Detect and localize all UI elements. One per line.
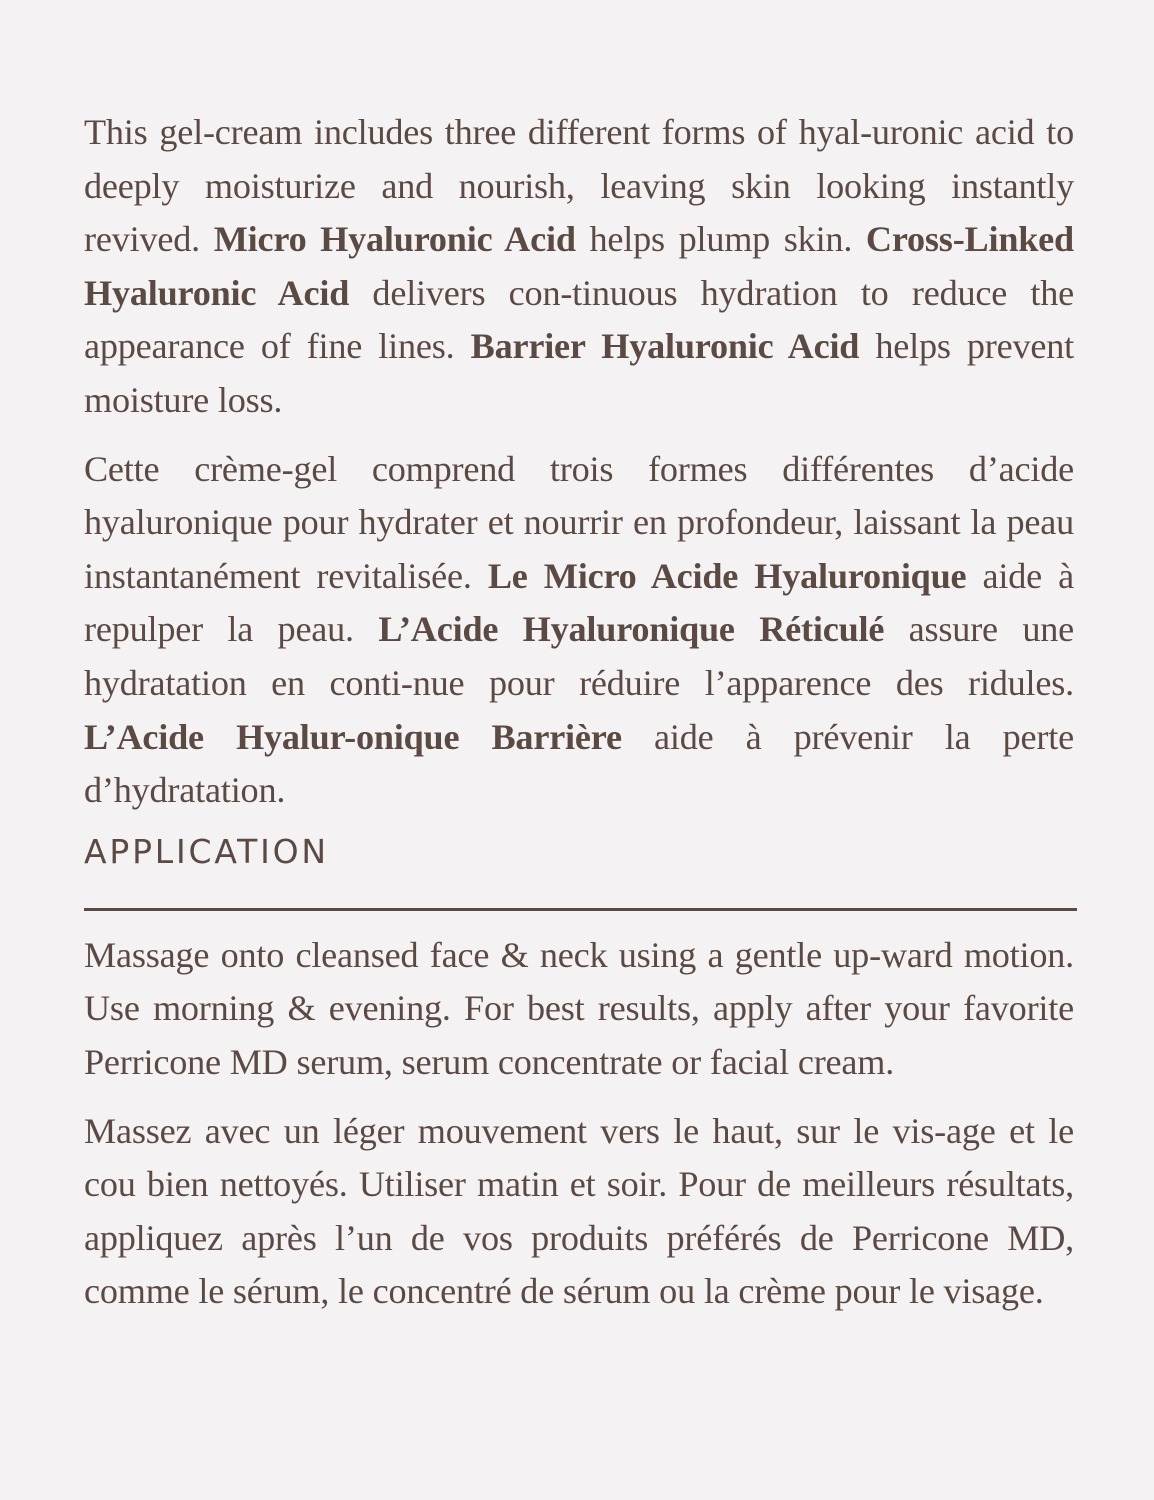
description-french — [84, 443, 1074, 818]
description-en-text-4: helps prevent moisture loss. — [84, 326, 1074, 420]
spacer — [84, 428, 1074, 443]
spacer — [84, 1090, 1074, 1105]
description-en-bold-2: Cross-Linked Hyaluronic Acid — [84, 219, 1074, 313]
description-fr-bold-3: L’Acide Hyalur-onique Barrière — [84, 716, 622, 757]
description-en-text-3: delivers con-tinuous hydration to reduce the appearance of fine lines. — [84, 272, 1075, 367]
description-en-bold-3: Barrier Hyaluronic Acid — [470, 326, 860, 367]
description-english — [84, 106, 1074, 428]
application-text-french: Massez avec un léger mouvement vers le haut, sur le vis-age et le cou bien nettoyés. Utiliser matin et soir. Pour de meilleurs résultats, appliquez après l’un de vos produits préférés de Perricone MD, comme le sérum, le concentré de sérum ou la crème pour le visage. — [84, 1110, 1074, 1312]
description-en-text-2: helps plump skin. — [575, 219, 866, 260]
description-fr-text-1: Cette crème-gel comprend trois formes différentes d’acide hyaluronique pour hydrater et nourrir en profondeur, laissant la peau instantanément revitalisée. — [84, 448, 1074, 596]
description-fr-text-4: aide à prévenir la perte d’hydratation. — [84, 716, 1074, 811]
description-fr-bold-2: L’Acide Hyaluronique Réticulé — [378, 609, 885, 650]
section-divider — [84, 908, 1077, 911]
application-heading: APPLICATION — [84, 831, 329, 871]
description-en-text-1: This gel-cream includes three different forms of hyal-uronic acid to deeply moisturize and nourish, leaving skin looking instantly revived. — [84, 112, 1074, 260]
description-en-bold-1: Micro Hyaluronic Acid — [213, 219, 576, 260]
description-fr-text-3: assure une hydratation en conti-nue pour réduire l’apparence des ridules. — [84, 609, 1074, 703]
description-fr-bold-1: Le Micro Acide Hyaluronique — [487, 555, 967, 596]
description-fr-text-2: aide à repulper la peau. — [84, 555, 1074, 650]
application-text-english: Massage onto cleansed face & neck using a gentle up-ward motion. Use morning & evening. For best results, apply after your favorite Perricone MD serum, serum concentrate or facial cream. — [84, 934, 1074, 1082]
